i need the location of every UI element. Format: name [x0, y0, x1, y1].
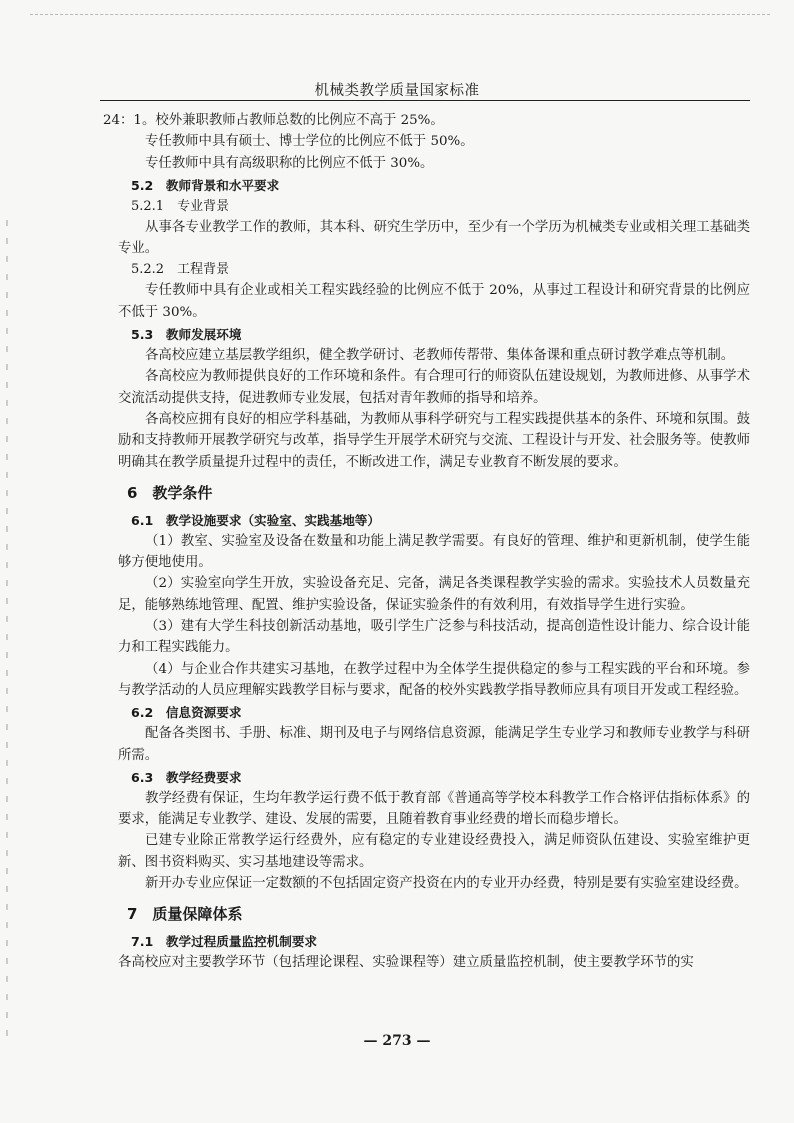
paragraph: 已建专业除正常教学运行经费外，应有稳定的专业建设经费投入，满足师资队伍建设、实验室维护更新、图书资料购买、实习基地建设等需求。 — [118, 833, 750, 870]
running-header-title: 机械类教学质量国家标准 — [314, 83, 480, 99]
paragraph: （1）教室、实验室及设备在数量和功能上满足教学需要。有良好的管理、维护和更新机制，使学生能够方便地使用。 — [118, 533, 750, 571]
paragraph: 配备各类图书、手册、标准、期刊及电子与网络信息资源，能满足学生专业学习和教师专业教学与科研所需。 — [118, 726, 750, 763]
paragraph: （3）建有大学生科技创新活动基地，吸引学生广泛参与科技活动，提高创造性设计能力、综合设计能力和工程实践能力。 — [118, 619, 750, 656]
subsubsection-heading: 5.2.1 专业背景 — [131, 198, 230, 214]
paragraph: 各高校应拥有良好的相应学科基础，为教师从事科学研究与工程实践提供基本的条件、环境和氛围。鼓励和支持教师开展教学研究与改革，指导学生开展学术研究与交流、工程设计与开发、社会服务等。使教师明确其在教学质量提升过程中的责任，不断改进工作，满足专业教育不断发展的要求。 — [118, 411, 750, 470]
subsection-heading: 6.1 教学设施要求（实验室、实践基地等） — [131, 512, 380, 528]
subsection-heading: 5.2 教师背景和水平要求 — [131, 177, 280, 193]
subsection-heading: 7.1 教学过程质量监控机制要求 — [131, 934, 318, 950]
paragraph: （2）实验室向学生开放，实验设备充足、完备，满足各类课程教学实验的需求。实验技术人员数量充足，能够熟练地管理、配置、维护实验设备，保证实验条件的有效利用，有效指导学生进行实验。 — [118, 576, 750, 613]
scan-edge-left — [6, 220, 8, 1040]
header-rule — [100, 100, 750, 101]
paragraph: 各高校应对主要教学环节（包括理论课程、实验课程等）建立质量监控机制，使主要教学环节的实 — [118, 955, 694, 971]
paragraph: 专任教师中具有硕士、博士学位的比例应不低于 50%。 — [145, 134, 474, 150]
page-body — [103, 110, 750, 974]
paragraph: 各高校应建立基层教学组织，健全教学研讨、老教师传帮带、集体备课和重点研讨教学难点等机制。 — [145, 348, 735, 364]
paragraph: 专任教师中具有企业或相关工程实践经验的比例应不低于 20%，从事过工程设计和研究背景的比例应不低于 30%。 — [118, 283, 750, 320]
subsection-heading: 5.3 教师发展环境 — [131, 327, 242, 343]
subsection-heading: 6.2 信息资源要求 — [131, 705, 242, 721]
paragraph: 新开办专业应保证一定数额的不包括固定资产投资在内的专业开办经费，特别是要有实验室建设经费。 — [145, 876, 748, 892]
paragraph: 各高校应为教师提供良好的工作环境和条件。有合理可行的师资队伍建设规划，为教师进修、从事学术交流活动提供支持，促进教师专业发展，包括对青年教师的指导和培养。 — [118, 369, 750, 406]
paragraph: 教学经费有保证，生均年教学运行费不低于教育部《普通高等学校本科教学工作合格评估指标体系》的要求，能满足专业教学、建设、发展的需要，且随着教育事业经费的增长而稳步增长。 — [118, 790, 750, 828]
section-heading: 7 质量保障体系 — [127, 905, 243, 924]
subsubsection-heading: 5.2.2 工程背景 — [131, 262, 230, 278]
paragraph: （4）与企业合作共建实习基地，在教学过程中为全体学生提供稳定的参与工程实践的平台和环境。参与教学活动的人员应理解实践教学目标与要求，配备的校外实践教学指导教师应具有项目开发或工程经验。 — [118, 661, 750, 698]
paragraph: 从事各专业教学工作的教师，其本科、研究生学历中，至少有一个学历为机械类专业或相关理工基础类专业。 — [118, 219, 750, 257]
paragraph: 24：1。校外兼职教师占教师总数的比例应不高于 25%。 — [103, 113, 444, 128]
subsection-heading: 6.3 教学经费要求 — [131, 769, 242, 785]
section-heading: 6 教学条件 — [127, 483, 213, 502]
page-number: — 273 — — [363, 1033, 431, 1049]
paragraph: 专任教师中具有高级职称的比例应不低于 30%。 — [145, 155, 434, 171]
scan-edge-top — [30, 14, 770, 15]
